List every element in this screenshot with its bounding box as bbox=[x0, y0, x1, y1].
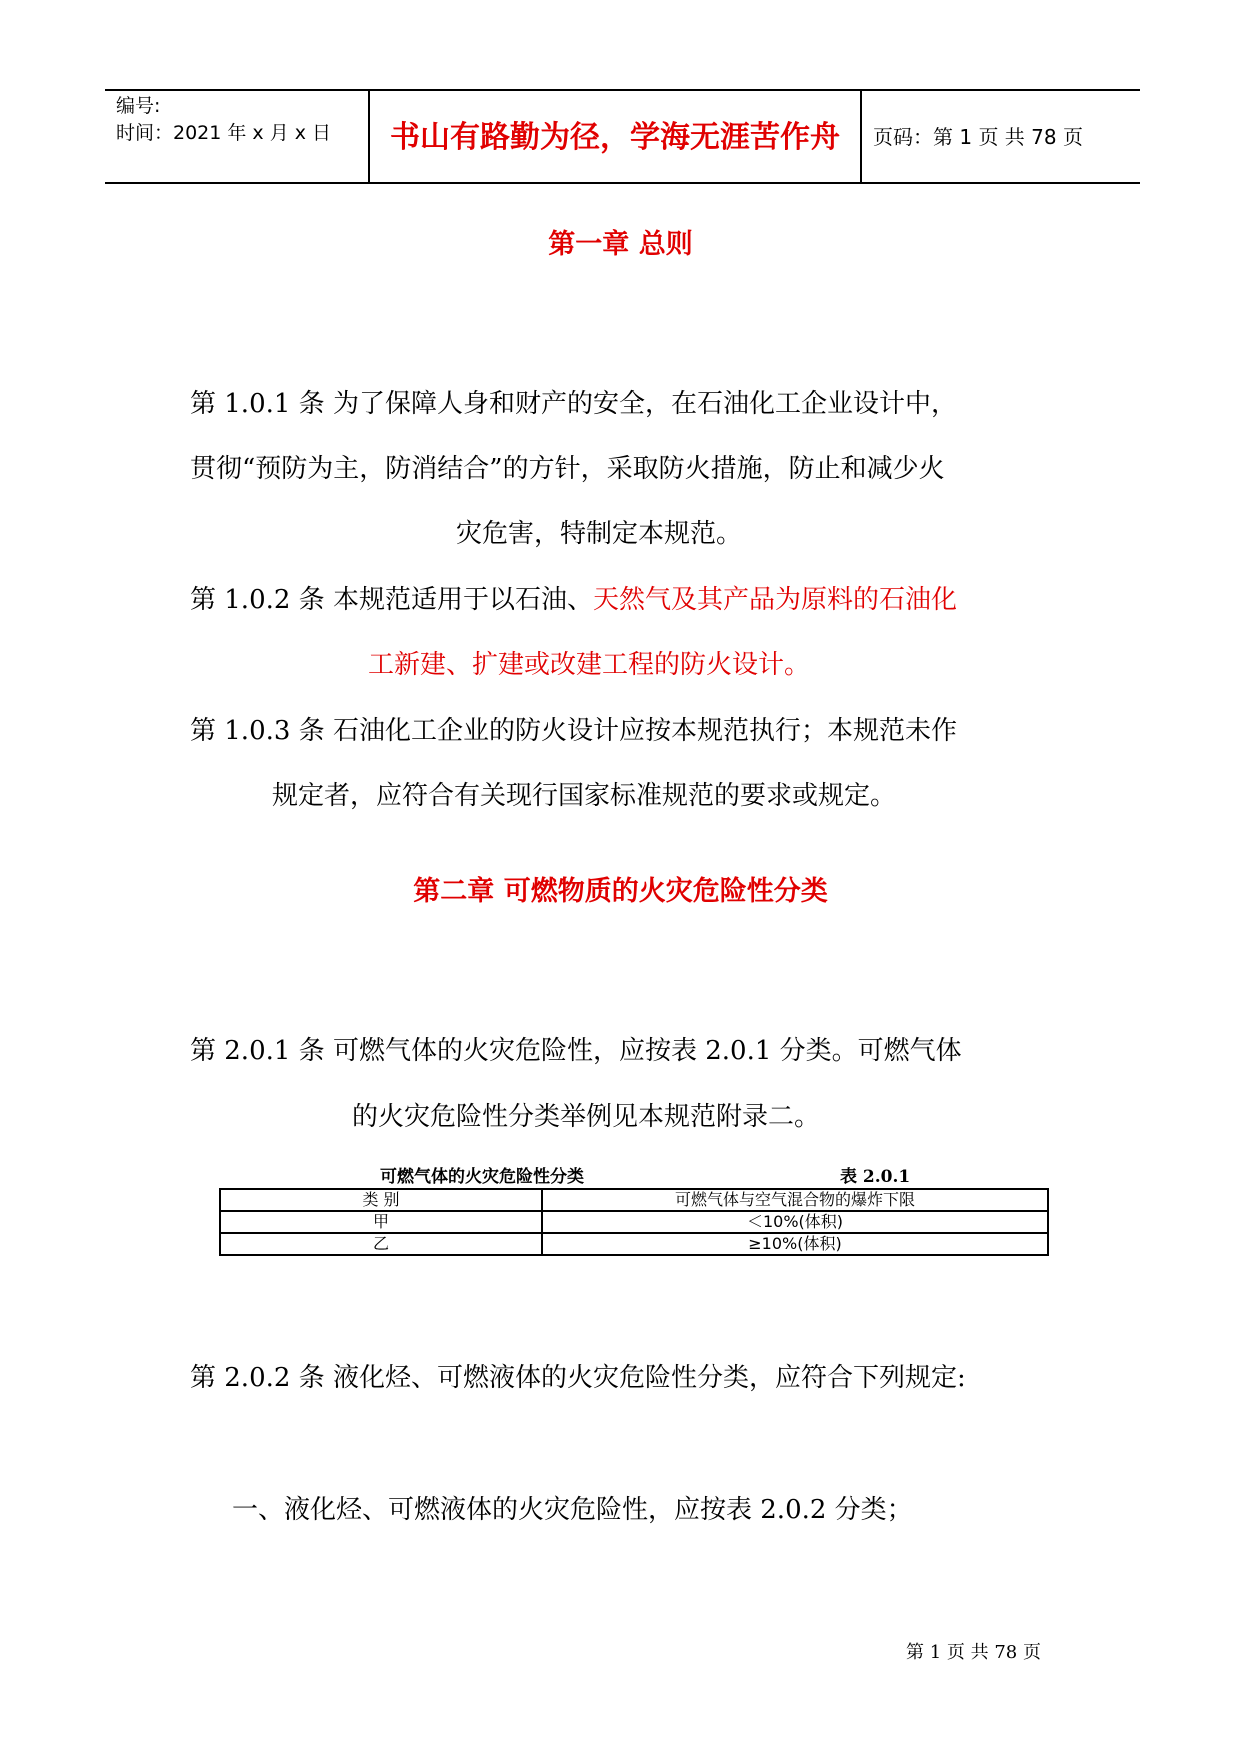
clause-1-0-2-line-2: 工新建、扩建或改建工程的防火设计。 bbox=[368, 650, 811, 680]
table-cell: 乙 bbox=[220, 1233, 542, 1255]
header-motto: 书山有路勤为径，学海无涯苦作舟 bbox=[390, 120, 840, 155]
table-cell: ＜10%(体积) bbox=[542, 1211, 1048, 1233]
header-bottom-rule bbox=[105, 182, 1140, 184]
table-cell: 甲 bbox=[220, 1211, 542, 1233]
item-1: 一、液化烃、可燃液体的火灾危险性，应按表 2.0.2 分类； bbox=[232, 1495, 913, 1525]
table-number: 表 2.0.1 bbox=[840, 1167, 911, 1187]
clause-2-0-1-line-2: 的火灾危险性分类举例见本规范附录二。 bbox=[352, 1102, 821, 1132]
clause-1-0-3-line-1: 第 1.0.3 条 石油化工企业的防火设计应按本规范执行；本规范未作 bbox=[190, 716, 957, 746]
chapter-2-title: 第二章 可燃物质的火灾危险性分类 bbox=[413, 876, 828, 907]
chapter-1-title: 第一章 总则 bbox=[548, 229, 693, 260]
table-row bbox=[220, 1211, 1048, 1233]
table-title: 可燃气体的火灾危险性分类 bbox=[380, 1167, 584, 1187]
gas-hazard-table bbox=[219, 1188, 1049, 1256]
header-serial-label: 编号: bbox=[116, 95, 161, 117]
clause-1-0-3-line-2: 规定者，应符合有关现行国家标准规范的要求或规定。 bbox=[272, 781, 897, 811]
header-top-rule bbox=[105, 89, 1140, 91]
header-divider-right bbox=[860, 89, 862, 184]
clause-1-0-2-red-text: 天然气及其产品为原料的石油化 bbox=[592, 585, 957, 615]
header-page-number: 页码：第 1 页 共 78 页 bbox=[873, 125, 1083, 149]
table-header-row bbox=[220, 1189, 1048, 1211]
clause-1-0-1-line-3: 灾危害，特制定本规范。 bbox=[456, 519, 743, 549]
table-cell: ≥10%(体积) bbox=[542, 1233, 1048, 1255]
clause-1-0-1-line-1: 第 1.0.1 条 为了保障人身和财产的安全，在石油化工企业设计中， bbox=[190, 389, 957, 419]
clause-1-0-1-line-2: 贯彻“预防为主，防消结合”的方针，采取防火措施，防止和减少火 bbox=[190, 454, 945, 484]
clause-1-0-2-black-text: 第 1.0.2 条 本规范适用于以石油、 bbox=[190, 585, 593, 615]
table-header-cell: 类 别 bbox=[220, 1189, 542, 1211]
table-header-cell: 可燃气体与空气混合物的爆炸下限 bbox=[542, 1189, 1048, 1211]
header-time: 时间：2021 年 x 月 x 日 bbox=[116, 122, 332, 144]
table-row bbox=[220, 1233, 1048, 1255]
clause-2-0-1-line-1: 第 2.0.1 条 可燃气体的火灾危险性，应按表 2.0.1 分类。可燃气体 bbox=[190, 1036, 962, 1066]
clause-2-0-2: 第 2.0.2 条 液化烃、可燃液体的火灾危险性分类，应符合下列规定: bbox=[190, 1363, 966, 1393]
clause-1-0-2-line-1 bbox=[190, 584, 957, 616]
footer-page-number: 第 1 页 共 78 页 bbox=[906, 1642, 1041, 1663]
